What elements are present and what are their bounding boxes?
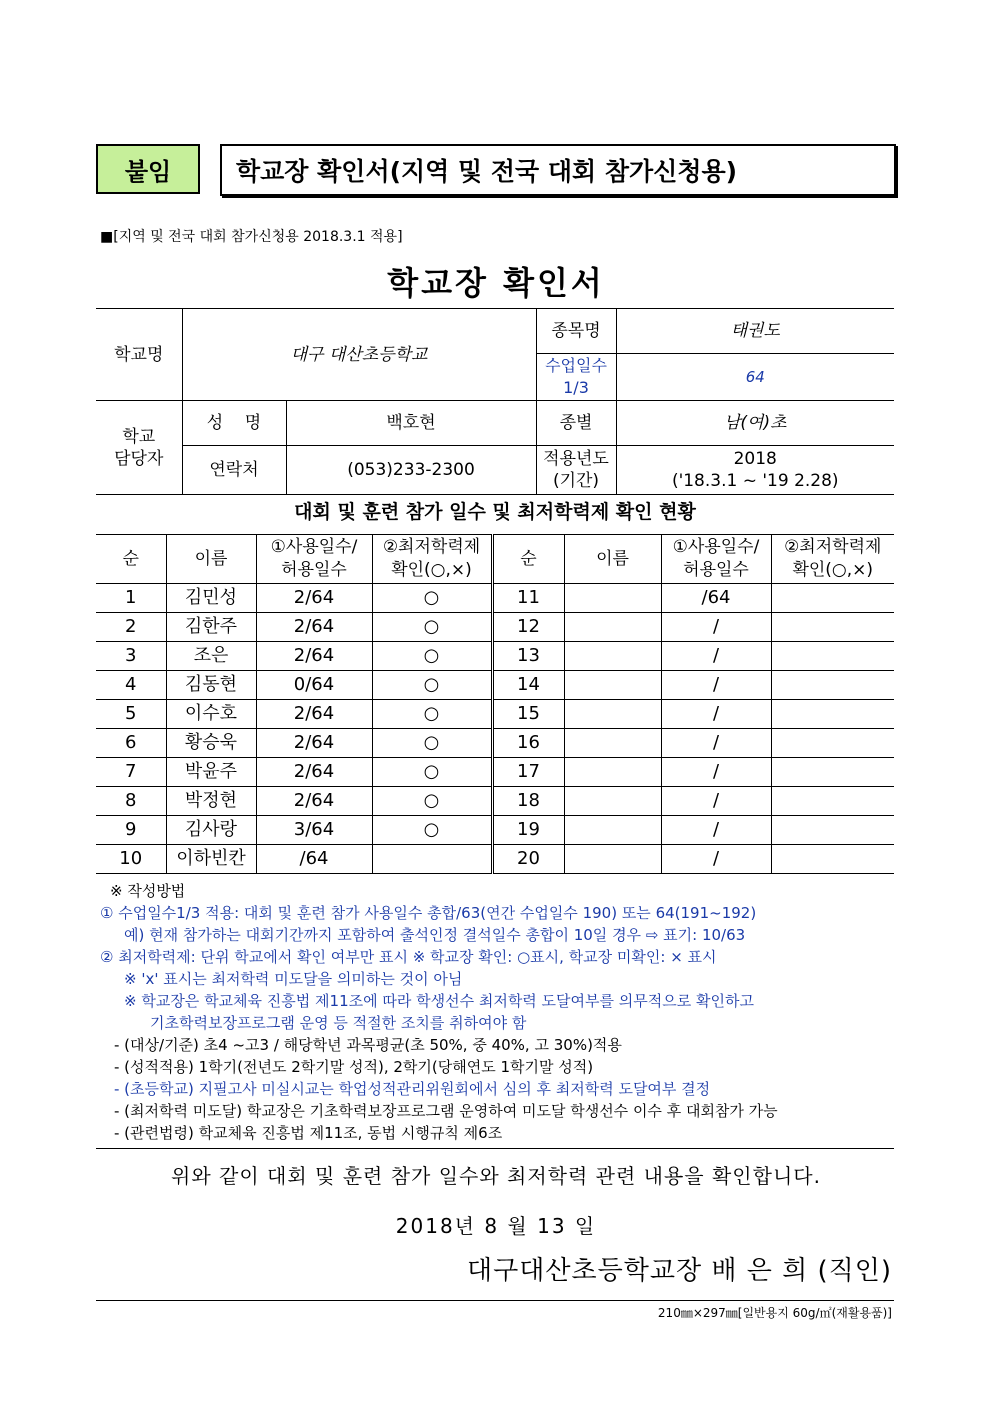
note-2: ② 최저학력제: 단위 학교에서 확인 여부만 표시 ※ 학교장 확인: ○표시, 학교장 미확인: × 표시 <box>100 948 717 966</box>
notes-heading: ※ 작성방법 <box>110 882 186 900</box>
note-1a: ① 수업일수1/3 적용: 대회 및 훈련 참가 사용일수 총합/63(연간 수업일수 190) 또는 64(191~192) <box>100 904 757 922</box>
table-row <box>96 787 894 816</box>
header-no: 순 <box>96 535 166 584</box>
cell-days-right: / <box>661 758 771 787</box>
attachment-badge: 붙임 <box>96 144 200 194</box>
cell-no-right: 11 <box>492 584 564 613</box>
cell-no: 4 <box>96 671 166 700</box>
cell-days: 2/64 <box>256 729 372 758</box>
cell-name: 김동현 <box>166 671 256 700</box>
cell-name-right <box>564 729 661 758</box>
cell-check-right <box>771 787 894 816</box>
cell-no-right: 20 <box>492 845 564 874</box>
year-label: 적용년도 (기간) <box>536 446 616 495</box>
header-check-2: ②최저학력제 확인(○,×) <box>771 535 894 584</box>
cell-name-right <box>564 787 661 816</box>
cell-name: 김민성 <box>166 584 256 613</box>
table-row <box>96 729 894 758</box>
cell-days: 2/64 <box>256 584 372 613</box>
cell-name-right <box>564 845 661 874</box>
cell-days-right: / <box>661 613 771 642</box>
cell-name-right <box>564 613 661 642</box>
cell-days-right: /64 <box>661 584 771 613</box>
cell-check: ○ <box>372 584 492 613</box>
contact-label: 연락처 <box>182 446 286 495</box>
cell-name: 박윤주 <box>166 758 256 787</box>
cell-days: 0/64 <box>256 671 372 700</box>
cell-check: ○ <box>372 758 492 787</box>
detail-2: - (성적적용) 1학기(전년도 2학기말 성적), 2학기(당해연도 1학기말 성적) <box>114 1058 594 1076</box>
cell-days-right: / <box>661 816 771 845</box>
form-note: ■[지역 및 전국 대회 참가신청용 2018.3.1 적용] <box>100 229 403 245</box>
cell-days: 2/64 <box>256 787 372 816</box>
note-4a: ※ 학교장은 학교체육 진흥법 제11조에 따라 학생선수 최저학력 도달여부를 의무적으로 확인하고 <box>124 992 754 1010</box>
participation-table <box>96 534 894 874</box>
note-1b: 예) 현재 참가하는 대회기간까지 포함하여 출석인정 결석일수 총합이 10일 경우 ⇨ 표기: 10/63 <box>124 926 746 944</box>
table-row <box>96 816 894 845</box>
cell-check-right <box>771 642 894 671</box>
cell-name-right <box>564 700 661 729</box>
cell-check: ○ <box>372 729 492 758</box>
name-value: 백호현 <box>286 401 536 446</box>
cell-check-right <box>771 758 894 787</box>
table-row <box>96 642 894 671</box>
year-period: ('18.3.1 ~ '19 2.28) <box>671 471 839 491</box>
cell-no-right: 13 <box>492 642 564 671</box>
table-row <box>96 613 894 642</box>
cell-name: 이하빈칸 <box>166 845 256 874</box>
days-label: 수업일수 1/3 <box>536 354 616 401</box>
table-row <box>96 845 894 874</box>
header-no-2: 순 <box>492 535 564 584</box>
cell-name: 이수호 <box>166 700 256 729</box>
detail-5: - (관련법령) 학교체육 진흥법 제11조, 동법 시행규칙 제6조 <box>114 1124 503 1142</box>
cell-check: ○ <box>372 816 492 845</box>
sport-value: 태권도 <box>616 309 894 354</box>
name-label: 성 명 <box>182 401 286 446</box>
writing-notes <box>100 880 900 1144</box>
header-days-2: ①사용일수/ 허용일수 <box>661 535 771 584</box>
cell-no: 5 <box>96 700 166 729</box>
cell-no-right: 15 <box>492 700 564 729</box>
principal-signature: 대구대산초등학교장 배 은 희 (직인) <box>467 1256 892 1286</box>
cell-no: 7 <box>96 758 166 787</box>
cell-check: ○ <box>372 642 492 671</box>
cell-no: 1 <box>96 584 166 613</box>
header-name-2: 이름 <box>564 535 661 584</box>
contact-value: (053)233-2300 <box>286 446 536 495</box>
cell-name: 황승욱 <box>166 729 256 758</box>
cell-check-right <box>771 671 894 700</box>
cell-check-right <box>771 700 894 729</box>
cell-name-right <box>564 584 661 613</box>
confirm-date: 2018년 8 월 13 일 <box>395 1214 597 1238</box>
cell-days-right: / <box>661 787 771 816</box>
sport-label: 종목명 <box>536 309 616 354</box>
cell-days-right: / <box>661 642 771 671</box>
cell-no: 3 <box>96 642 166 671</box>
cell-check: ○ <box>372 613 492 642</box>
cell-check-right <box>771 729 894 758</box>
cell-no-right: 12 <box>492 613 564 642</box>
cell-no: 10 <box>96 845 166 874</box>
cell-name-right <box>564 816 661 845</box>
days-value: 64 <box>616 354 894 401</box>
cell-no-right: 16 <box>492 729 564 758</box>
note-3: ※ 'x' 표시는 최저학력 미도달을 의미하는 것이 아님 <box>124 970 463 988</box>
cell-check <box>372 845 492 874</box>
school-value: 대구 대산초등학교 <box>182 309 536 401</box>
cell-check: ○ <box>372 787 492 816</box>
header-name: 이름 <box>166 535 256 584</box>
cell-name: 박정현 <box>166 787 256 816</box>
cell-days-right: / <box>661 845 771 874</box>
gender-label: 종별 <box>536 401 616 446</box>
cell-days: 2/64 <box>256 758 372 787</box>
notes-divider <box>96 1148 894 1149</box>
detail-1: - (대상/기준) 초4 ~고3 / 해당학년 과목평균(초 50%, 중 40%, 고 30%)적용 <box>114 1036 622 1054</box>
cell-no: 9 <box>96 816 166 845</box>
cell-check: ○ <box>372 671 492 700</box>
detail-3: - (초등학교) 지필고사 미실시교는 학업성적관리위원회에서 심의 후 최저학력 도달여부 결정 <box>114 1080 711 1098</box>
cell-days-right: / <box>661 729 771 758</box>
detail-4: - (최저학력 미도달) 학교장은 기초학력보장프로그램 운영하여 미도달 학생선수 이수 후 대회참가 가능 <box>114 1102 778 1120</box>
table-row <box>96 700 894 729</box>
cell-check: ○ <box>372 700 492 729</box>
header-title: 학교장 확인서(지역 및 전국 대회 참가신청용) <box>220 144 896 196</box>
paper-spec: 210㎜×297㎜[일반용지 60g/㎡(재활용품)] <box>657 1306 892 1320</box>
cell-no: 6 <box>96 729 166 758</box>
cell-no-right: 18 <box>492 787 564 816</box>
header-check: ②최저학력제 확인(○,×) <box>372 535 492 584</box>
cell-days: 3/64 <box>256 816 372 845</box>
note-4b: 기초학력보장프로그램 운영 등 적절한 조치를 취하여야 함 <box>150 1014 527 1032</box>
document-title: 학교장 확인서 <box>387 264 605 302</box>
cell-no-right: 14 <box>492 671 564 700</box>
cell-check-right <box>771 613 894 642</box>
school-info-table <box>96 308 894 495</box>
cell-name-right <box>564 642 661 671</box>
cell-no: 8 <box>96 787 166 816</box>
table-row <box>96 758 894 787</box>
header-days: ①사용일수/ 허용일수 <box>256 535 372 584</box>
table-row <box>96 671 894 700</box>
cell-check-right <box>771 584 894 613</box>
cell-no-right: 19 <box>492 816 564 845</box>
section-title: 대회 및 훈련 참가 일수 및 최저학력제 확인 현황 <box>294 501 696 523</box>
cell-check-right <box>771 845 894 874</box>
cell-days: 2/64 <box>256 642 372 671</box>
cell-name: 조은 <box>166 642 256 671</box>
cell-check-right <box>771 816 894 845</box>
year-cell <box>616 446 894 495</box>
cell-days: /64 <box>256 845 372 874</box>
cell-name-right <box>564 671 661 700</box>
cell-days: 2/64 <box>256 613 372 642</box>
gender-value: 남(여)초 <box>616 401 894 446</box>
cell-days-right: / <box>661 671 771 700</box>
footer-divider <box>96 1300 894 1301</box>
table-row <box>96 584 894 613</box>
cell-no: 2 <box>96 613 166 642</box>
manager-label: 학교 담당자 <box>96 401 182 495</box>
cell-name-right <box>564 758 661 787</box>
cell-name: 김한주 <box>166 613 256 642</box>
cell-days: 2/64 <box>256 700 372 729</box>
cell-name: 김사랑 <box>166 816 256 845</box>
cell-no-right: 17 <box>492 758 564 787</box>
school-label: 학교명 <box>96 309 182 401</box>
confirm-statement: 위와 같이 대회 및 훈련 참가 일수와 최저학력 관련 내용을 확인합니다. <box>171 1164 821 1188</box>
cell-days-right: / <box>661 700 771 729</box>
year-value: 2018 <box>733 449 777 469</box>
